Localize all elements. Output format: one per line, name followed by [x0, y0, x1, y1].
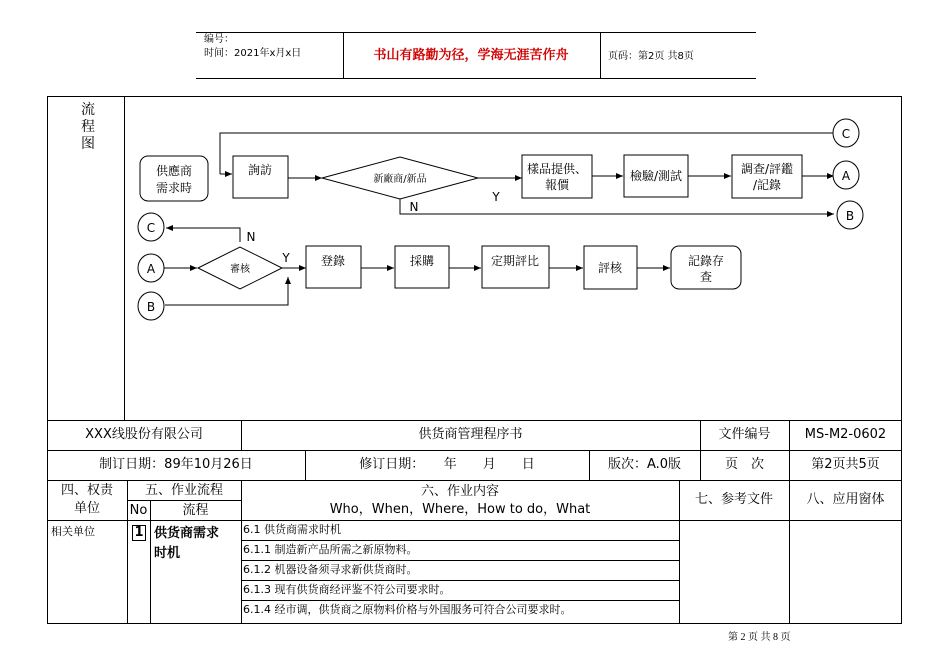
node-label: 檢驗/測試	[629, 169, 683, 183]
content-rule	[241, 600, 679, 601]
table-rule	[47, 420, 902, 421]
branch-label-no: N	[246, 230, 256, 244]
node-label: /記錄	[752, 178, 782, 192]
branch-label-no: N	[409, 200, 419, 214]
col-header-flow: 五、作业流程	[144, 483, 223, 498]
branch-label-yes: Y	[282, 251, 290, 265]
content-rule	[241, 580, 679, 581]
node-label: 需求時	[155, 181, 193, 195]
node-label: 記錄存	[687, 254, 725, 268]
content-line: 6.1 供货商需求时机	[243, 523, 341, 536]
col-header-forms: 八、应用窗体	[806, 492, 885, 507]
footer-page: 第 2 页 共 8 页	[728, 632, 791, 643]
row-flow-line: 供货商需求	[154, 526, 220, 541]
row-number: 1	[132, 525, 146, 541]
revise-date: 修订日期： 年 月 日	[359, 457, 535, 472]
content-rule	[241, 560, 679, 561]
company-name: XXX线股份有限公司	[85, 427, 203, 442]
node-label: 新廠商/新品	[373, 174, 427, 185]
node-label: 審核	[230, 264, 250, 275]
node-label: 登錄	[320, 254, 346, 268]
flow-side-char: 流	[81, 102, 95, 118]
row-content	[243, 520, 679, 620]
node-label: 採購	[409, 254, 435, 268]
row-flow	[154, 524, 219, 564]
node-label: 詢訪	[247, 163, 273, 177]
page-label: 页 次	[724, 457, 764, 472]
node-label: 查	[699, 270, 713, 284]
branch-label-yes: Y	[492, 190, 500, 204]
content-rule	[241, 540, 679, 541]
flow-side-char: 图	[81, 136, 95, 152]
header-time: 时间：2021年x月x日	[204, 48, 302, 59]
connector-label: C	[146, 221, 156, 235]
node-label: 評核	[597, 261, 623, 275]
header-number: 编号：	[204, 34, 234, 45]
col-header-content	[241, 483, 679, 519]
doc-no-label: 文件编号	[718, 427, 771, 442]
content-line: 6.1.1 制造新产品所需之新原物料。	[243, 543, 418, 556]
connector-label: B	[146, 300, 156, 314]
table-col-divider	[127, 480, 128, 623]
node-label: 調查/評鑑	[740, 162, 794, 176]
doc-title: 供货商管理程序书	[418, 427, 523, 442]
connector-label: C	[841, 127, 851, 141]
node-label: 樣品提供、	[526, 162, 588, 176]
version: 版次：A.0版	[607, 457, 682, 472]
connector-label: A	[841, 169, 851, 183]
table-rule	[127, 500, 241, 501]
content-line: 6.1.2 机器设备须寻求新供货商时。	[243, 563, 418, 576]
content-line: 6.1.4 经市调，供货商之原物料价格与外国服务可符合公司要求时。	[243, 603, 572, 616]
col-header-line: 单位	[73, 501, 100, 516]
connector-label: A	[146, 262, 156, 276]
table-rule	[47, 450, 902, 451]
row-unit: 相关单位	[51, 525, 95, 538]
table-rule	[47, 480, 902, 481]
flow-side-char: 程	[81, 119, 95, 135]
doc-no: MS-M2-0602	[804, 427, 887, 442]
content-line: 6.1.3 现有供货商经评鉴不符公司要求时。	[243, 583, 451, 596]
col-header-unit	[47, 482, 127, 518]
col-header-line: 四、权责	[60, 483, 113, 498]
page-value: 第2页共5页	[811, 457, 880, 472]
connector-label: B	[845, 209, 855, 223]
node-label: 報價	[544, 178, 570, 192]
col-header-reference: 七、参考文件	[694, 492, 773, 507]
header-motto: 书山有路勤为径，学海无涯苦作舟	[373, 48, 569, 63]
col-header-no: No	[129, 503, 148, 518]
col-header-flow-sub: 流程	[182, 503, 209, 518]
col-header-line: 六、作业内容	[420, 484, 499, 499]
issue-date: 制订日期：89年10月26日	[99, 457, 253, 472]
header-page: 页码：第2页 共8页	[608, 51, 694, 62]
node-label: 供應商	[155, 164, 193, 178]
row-flow-line: 时机	[154, 546, 181, 561]
col-header-line: Who，When，Where，How to do，What	[329, 502, 591, 517]
node-label: 定期評比	[490, 254, 540, 268]
